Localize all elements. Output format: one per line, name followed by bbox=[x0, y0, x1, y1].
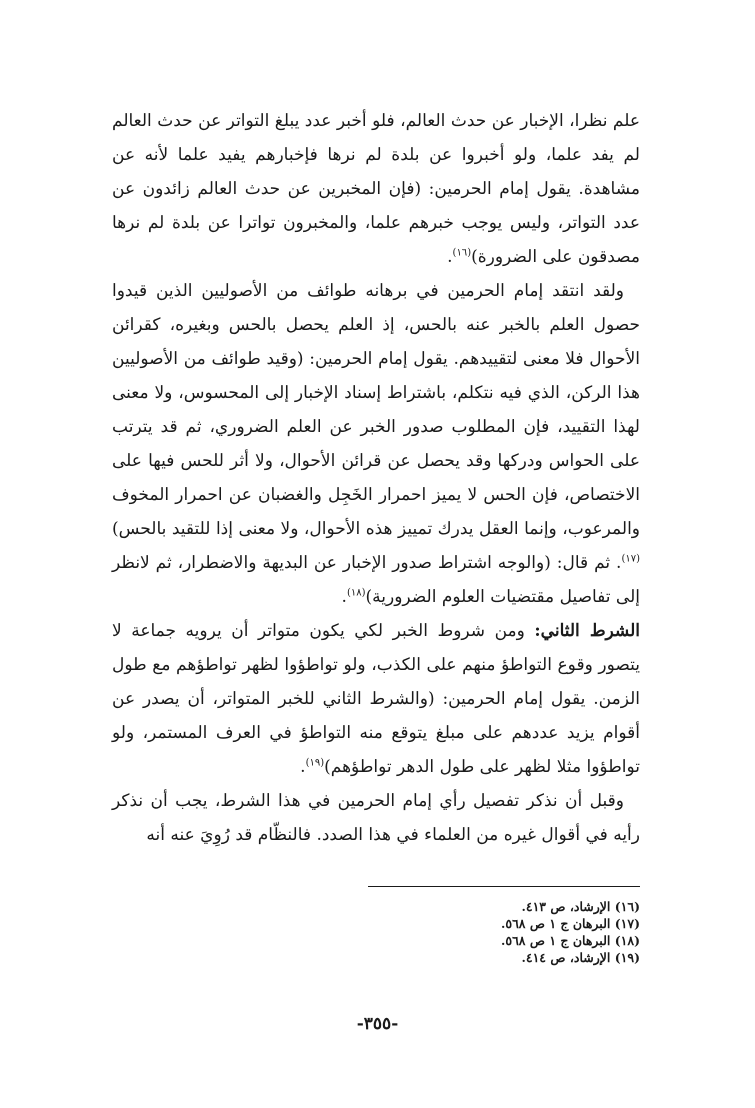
footnote-19: (١٩) الإرشاد، ص ٤١٤. bbox=[521, 950, 640, 965]
footnote-18: (١٨) البرهان ج ١ ص ٥٦٨. bbox=[501, 933, 640, 948]
paragraph-1: علم نظرا، الإخبار عن حدث العالم، فلو أخبر عدد يبلغ التواتر عن حدث العالم لم يفد علما، ولو أخبروا عن بلدة لم نرها فإخبارهم يفيد علما لأنه عن مشاهدة. يقول إمام الحرمين: (فإن المخبرين عن حدث العالم زائدون عن عدد التواتر، وليس يوجب خبرهم علما، والمخبرون تواترا عن بلدة لم نرها مصدقون على الضرورة)$^{(١٦)}$. bbox=[112, 111, 640, 267]
footnote-ref-17: (١٧) bbox=[621, 553, 640, 565]
page-number: -٣٥٥- bbox=[356, 1014, 399, 1034]
footnote-17: (١٧) البرهان ج ١ ص ٥٦٨. bbox=[501, 916, 640, 931]
footnote-ref-19: (١٩) bbox=[305, 757, 325, 769]
section-label: الشرط الثاني: bbox=[534, 621, 640, 641]
footnote-divider bbox=[368, 886, 640, 887]
paragraph-3: الشرط الثاني: ومن شروط الخبر لكي يكون متواتر أن يرويه جماعة لا يتصور وقوع التواطؤ منهم على الكذب، ولو تواطؤوا لظهر تواطؤهم مع طول الزمن. يقول إمام الحرمين: (والشرط الثاني للخبر المتواتر، أن يصدر عن أقوام يزيد عددهم على مبلغ يتوقع منه التواطؤ في العرف المستمر، ولو تواطؤوا مثلا لظهر على طول الدهر تواطؤهم)$^{(١٩)}$. bbox=[112, 621, 640, 777]
footnote-16: (١٦) الإرشاد، ص ٤١٣. bbox=[521, 899, 640, 914]
paragraph-2: ولقد انتقد إمام الحرمين في برهانه طوائف من الأصوليين الذين قيدوا حصول العلم بالخبر عنه بالحس، إذ العلم يحصل بالحس وبغيره، كقرائن الأحوال فلا معنى لتقييدهم. يقول إمام الحرمين: (وقيد طوائف من الأصوليين هذا الركن، الذي فيه نتكلم، باشتراط إسناد الإخبار إلى المحسوس، ولا معنى لهذا التقييد، فإن المطلوب صدور الخبر عن العلم الضروري، ثم قد يترتب على الحواس ودركها وقد يحصل عن قرائن الأحوال، ولا أثر للحس فيها على الاختصاص، فإن الحس لا يميز احمرار الخَجِل والغضبان عن احمرار المخوف والمرعوب، وإنما العقل يدرك تمييز هذه الأحوال، ولا معنى إذا للتقيد بالحس)$^{(١٧)}$. ثم قال: (والوجه اشتراط صدور الإخبار عن البديهة والاضطرار، ثم لانظر إلى تفاصيل مقتضيات العلوم الضرورية)$^{(١٨)}$. bbox=[112, 281, 640, 607]
footnote-ref-16: (١٦) bbox=[452, 247, 472, 259]
paragraph-4: وقبل أن نذكر تفصيل رأي إمام الحرمين في هذا الشرط، يجب أن نذكر رأيه في أقوال غيره من العلماء في هذا الصدد. فالنظّام قد رُوِيَ عنه أنه bbox=[112, 791, 640, 845]
footnotes bbox=[368, 898, 640, 966]
footnote-ref-18: (١٨) bbox=[346, 587, 366, 599]
main-text bbox=[112, 104, 640, 852]
